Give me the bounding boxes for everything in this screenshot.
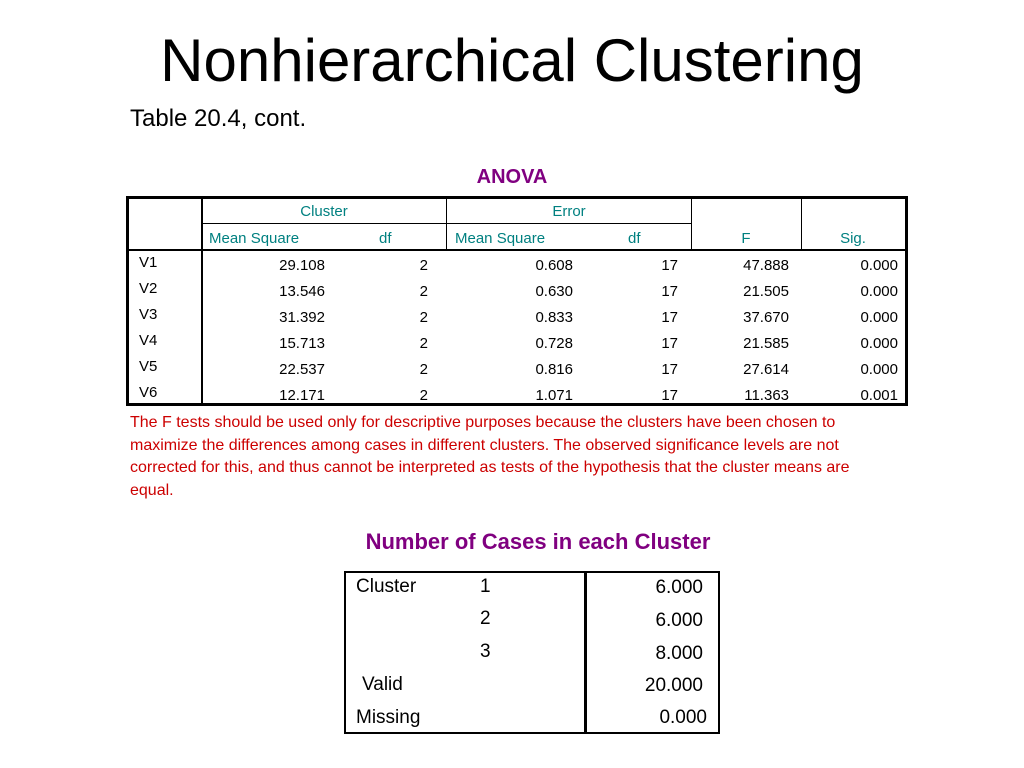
cases-heading: Number of Cases in each Cluster xyxy=(365,529,711,554)
cluster-count: 6.000 xyxy=(655,577,703,598)
header-cluster-df: df xyxy=(379,230,392,247)
valid-count: 20.000 xyxy=(644,675,703,696)
cluster-id: 3 xyxy=(480,641,491,662)
cluster-mean-square: 31.392 xyxy=(279,309,325,326)
header-f: F xyxy=(741,230,751,247)
sig-value: 0.000 xyxy=(860,257,898,274)
row-label: V5 xyxy=(139,358,158,375)
cluster-df: 2 xyxy=(419,257,428,274)
header-error-df: df xyxy=(628,230,641,247)
sig-value: 0.000 xyxy=(860,361,898,378)
row-label: V2 xyxy=(139,280,158,297)
header-error: Error xyxy=(552,203,586,220)
cluster-df: 2 xyxy=(419,361,428,378)
error-mean-square: 0.608 xyxy=(535,257,573,274)
cluster-count: 6.000 xyxy=(655,610,703,631)
anova-table xyxy=(126,196,908,406)
cluster-df: 2 xyxy=(419,387,428,404)
sig-value: 0.000 xyxy=(860,309,898,326)
error-df: 17 xyxy=(661,257,678,274)
cluster-mean-square: 12.171 xyxy=(279,387,325,404)
f-value: 21.505 xyxy=(743,283,789,300)
error-mean-square: 0.833 xyxy=(535,309,573,326)
header-sig: Sig. xyxy=(840,230,866,247)
sig-value: 0.001 xyxy=(860,387,898,404)
cluster-mean-square: 13.546 xyxy=(279,283,325,300)
cluster-id: 2 xyxy=(480,608,491,629)
cluster-mean-square: 29.108 xyxy=(279,257,325,274)
anova-heading: ANOVA xyxy=(476,166,548,188)
f-value: 11.363 xyxy=(744,387,789,404)
f-value: 21.585 xyxy=(743,335,789,352)
row-label: V6 xyxy=(139,384,158,401)
f-value: 37.670 xyxy=(743,309,789,326)
cluster-df: 2 xyxy=(419,283,428,300)
anova-footnote: The F tests should be used only for descriptive purposes because the clusters have been chosen to maximize the differences among cases in different clusters. The observed significance levels are not corrected for this, and thus cannot be interpreted as tests of the hypothesis that the cluster means are equal. xyxy=(130,414,850,499)
sig-value: 0.000 xyxy=(860,283,898,300)
cluster-id: 1 xyxy=(480,576,491,597)
missing-label: Missing xyxy=(356,707,421,728)
cluster-count: 8.000 xyxy=(655,643,703,664)
error-df: 17 xyxy=(661,387,678,404)
error-df: 17 xyxy=(661,309,678,326)
cluster-mean-square: 15.713 xyxy=(279,335,325,352)
f-value: 47.888 xyxy=(743,257,789,274)
cluster-label: Cluster xyxy=(356,576,417,597)
slide-title: Nonhierarchical Clustering xyxy=(160,27,864,94)
row-label: V4 xyxy=(139,332,158,349)
error-df: 17 xyxy=(661,361,678,378)
row-label: V1 xyxy=(139,254,158,271)
error-df: 17 xyxy=(661,283,678,300)
cluster-df: 2 xyxy=(419,309,428,326)
header-cluster-mean-square: Mean Square xyxy=(209,230,300,247)
f-value: 27.614 xyxy=(743,361,789,378)
cases-table xyxy=(344,571,720,734)
cluster-df: 2 xyxy=(419,335,428,352)
header-error-mean-square: Mean Square xyxy=(455,230,546,247)
missing-count: 0.000 xyxy=(659,707,707,728)
cluster-mean-square: 22.537 xyxy=(279,361,325,378)
error-mean-square: 0.630 xyxy=(535,283,573,300)
error-mean-square: 0.728 xyxy=(535,335,573,352)
row-label: V3 xyxy=(139,306,158,323)
error-df: 17 xyxy=(661,335,678,352)
error-mean-square: 1.071 xyxy=(535,387,573,404)
header-cluster: Cluster xyxy=(300,203,348,220)
valid-label: Valid xyxy=(362,674,403,695)
error-mean-square: 0.816 xyxy=(535,361,573,378)
slide-subtitle: Table 20.4, cont. xyxy=(130,105,307,132)
sig-value: 0.000 xyxy=(860,335,898,352)
